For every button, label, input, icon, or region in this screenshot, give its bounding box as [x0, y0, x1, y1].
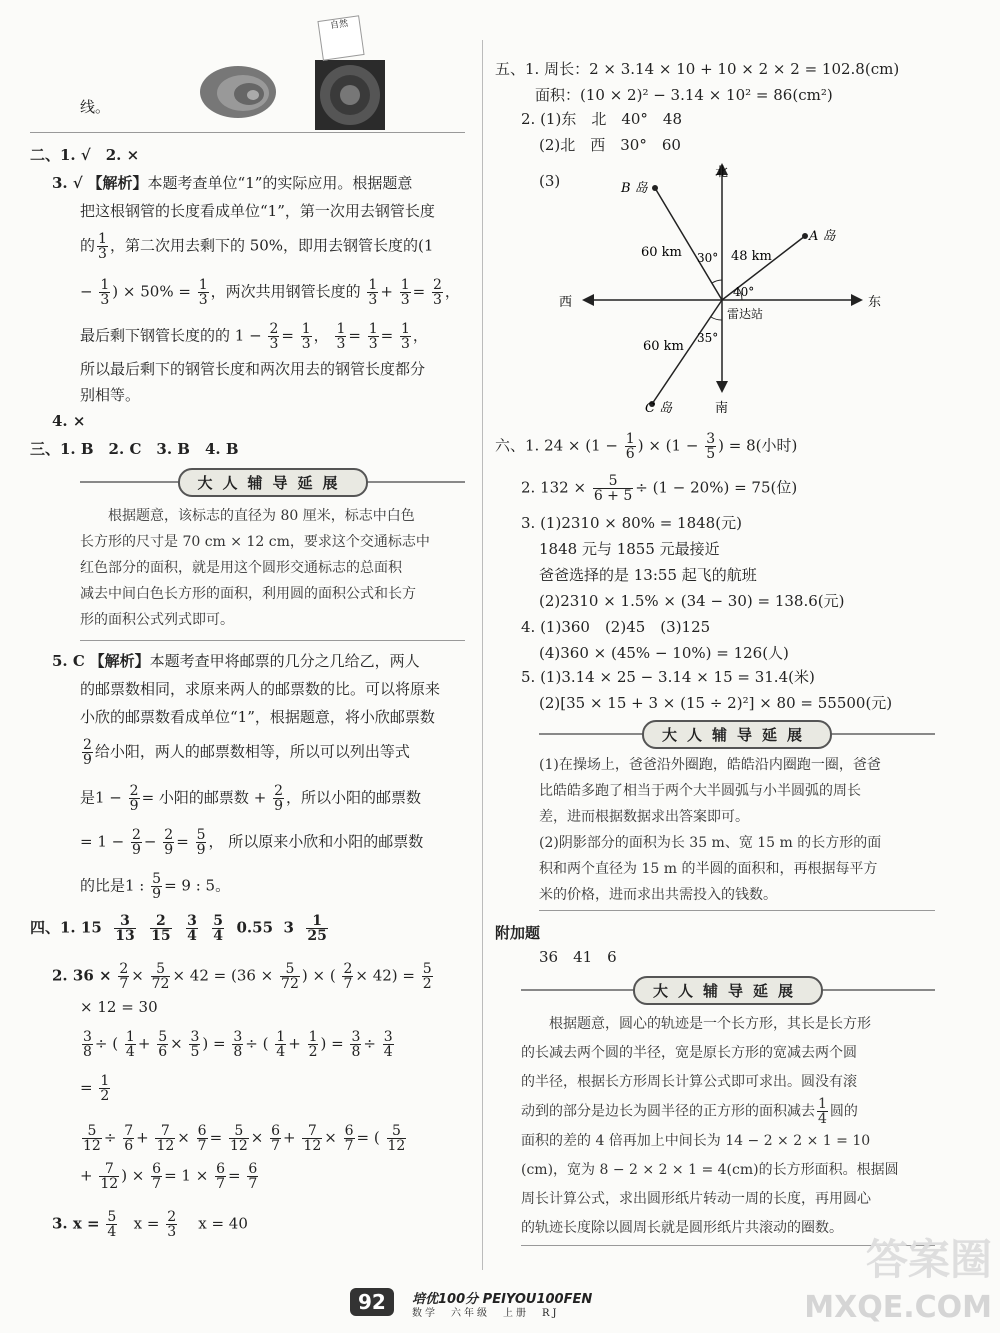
- s6-line1: 六、1. 24 × (1 − $\frac{1}{6}$ ) × (1 − $\frac{3}{5}$ ) = 8(小时): [495, 431, 798, 462]
- distance-c-label: 60 km: [643, 339, 684, 354]
- west-label: 西: [559, 295, 573, 310]
- s6-line4: 1848 元与 1855 元最接近: [539, 540, 720, 558]
- s2-q3-line3: 的 $\frac{1}{3}$ ，第二次用去剩下的 50%，即用去钢管长度的(1: [80, 231, 434, 262]
- page-footer: [350, 1288, 650, 1318]
- s2-q3-line4: − $\frac{1}{3}$ ) × 50% = $\frac{1}{3}$ ，两次共用钢管长度的 $\frac{1}{3}$ + $\frac{1}{3}$ = $\frac{2}{3}$ ，: [80, 277, 460, 308]
- divider: [80, 640, 465, 641]
- s4-q2-line6: + $\frac{7}{12}$ ) × $\frac{6}{7}$ = 1 × $\frac{6}{7}$ = $\frac{6}{7}$: [80, 1161, 258, 1192]
- s6-line7: 4. (1)360 (2)45 (3)125: [521, 618, 711, 636]
- b-island-label: B 岛: [621, 181, 648, 196]
- page-number: 92: [350, 1288, 394, 1316]
- ammonite-shell-image: [193, 60, 283, 122]
- s2-q3-line5: 最后剩下钢管长度的的 1 − $\frac{2}{3}$ = $\frac{1}{3}$ ， $\frac{1}{3}$ = $\frac{1}{3}$ = $\frac{1}{3}$ ，: [80, 321, 428, 352]
- note-3: 根据题意，圆心的轨迹是一个长方形，其长是长方形 的长减去两个圆的半径，宽是原长方形的宽减去两个圆 的半径，根据长方形周长计算公式即可求出。圆没有滚 动到的部分是边长为圆半径的正方形的面积减去 $\frac{1}{4}$ 圆的 面积的差的 4 倍再加上中间长为 14 − 2 × 2 × 1 = 10 (cm)，宽为 8 − 2 × 2 × 1 = 4(cm)的长方形面积。根据圆 周长计算公式，求出圆形纸片转动一周的长度，再用圆心 的轨迹长度除以圆周长就是圆形纸片共滚动的圈数。: [521, 1016, 899, 1236]
- section-2-heading: 二、1. √ 2. ×: [30, 146, 140, 164]
- section-4-line1: 四、1. 15 $\frac{3}{13}$ $\frac{2}{15}$ $\frac{3}{4}$ $\frac{5}{4}$ 0.55 3 $\frac{1}{25}$: [30, 913, 327, 944]
- q5-line6: = 1 − $\frac{2}{9}$ − $\frac{2}{9}$ = $\frac{5}{9}$ ， 所以原来小欣和小阳的邮票数: [80, 827, 424, 858]
- s2-q3-line6: 所以最后剩下的钢管长度和两次用去的钢管长度都分: [80, 360, 426, 378]
- angle-c-label: 35°: [697, 331, 719, 345]
- q5-line4: $\frac{2}{9}$ 给小阳，两人的邮票数相等，所以可以列出等式: [83, 737, 410, 768]
- banner-adult-guidance: 大人辅导延展: [521, 976, 935, 1004]
- s4-q2-line2: × 12 = 30: [80, 998, 158, 1016]
- banner-adult-guidance: 大人辅导延展: [80, 468, 465, 496]
- a-island-label: A 岛: [809, 229, 836, 244]
- section-3-heading: 三、1. B 2. C 3. B 4. B: [30, 440, 239, 458]
- s6-line2: 2. 132 × $\frac{5}{6 + 5}$ ÷ (1 − 20%) = 75(位): [521, 473, 798, 504]
- s4-q2-line4: = $\frac{1}{2}$: [80, 1073, 110, 1104]
- succulent-plant-image: [315, 60, 385, 130]
- note-2: (1)在操场上，爸爸沿外圈跑，皓皓沿内圈跑一圈，爸爸 比皓皓多跑了相当于两个大半圆弧与小半圆弧的周长 差，进而根据数据求出答案即可。 (2)阴影部分的面积为长 35 m、宽 15 m 的长方形的面 积和两个直径为 15 m 的半圆的面积和，再根据每平方 米的价格，进而求出共需投入的钱数。: [539, 757, 882, 903]
- station-label: 雷达站: [727, 307, 764, 321]
- s5-line5: (3): [539, 172, 561, 190]
- s4-q2-line1: 2. 36 × $\frac{2}{7}$ × $\frac{5}{72}$ × 42 = (36 × $\frac{5}{72}$ ) × ( $\frac{2}{7}$ × 42) = $\frac{5}{2}$: [52, 961, 432, 992]
- stamp-image: 自然: [317, 15, 364, 60]
- radar-direction-diagram: [555, 160, 935, 420]
- angle-a-label: 40°: [733, 285, 755, 299]
- s4-q2-line3: $\frac{3}{8}$ ÷ ( $\frac{1}{4}$ + $\frac{5}{6}$ × $\frac{3}{5}$ ) = $\frac{3}{8}$ ÷ ( $\frac{1}{4}$ + $\frac{1}{2}$ ) = $\frac{3}{8}$ ÷ $\frac{3}{4}$: [83, 1029, 393, 1060]
- watermark-logo: 答案圈: [865, 1235, 992, 1284]
- south-label: 南: [715, 401, 729, 416]
- s5-line1: 五、1. 周长：2 × 3.14 × 10 + 10 × 2 × 2 = 102.8(cm): [495, 60, 900, 78]
- note-1: 根据题意，该标志的直径为 80 厘米，标志中白色 长方形的尺寸是 70 cm × 12 cm，要求这个交通标志中 红色部分的面积，就是用这个圆形交通标志的总面积 减去中间白色长方形的面积，利用圆的面积公式和长方 形的面积公式列式即可。: [80, 508, 430, 628]
- q5-line1: 5. C 【解析】本题考查甲将邮票的几分之几给乙，两人: [52, 652, 420, 670]
- s5-line4: (2)北 西 30° 60: [539, 136, 681, 154]
- s2-q3-line7: 别相等。: [80, 386, 141, 404]
- extra-answer: 36 41 6: [539, 948, 617, 966]
- q5-line7: 的比是1 : $\frac{5}{9}$ = 9 : 5。: [80, 871, 231, 902]
- distance-a-label: 48 km: [731, 249, 772, 264]
- distance-b-label: 60 km: [641, 245, 682, 260]
- q5-line3: 小欣的邮票数看成单位“1”，根据题意，将小欣邮票数: [80, 708, 435, 726]
- q5-line2: 的邮票数相同，求原来两人的邮票数的比。可以将原来: [80, 680, 441, 698]
- s2-q3-line2: 把这根钢管的长度看成单位“1”，第一次用去钢管长度: [80, 202, 435, 220]
- angle-b-label: 30°: [697, 251, 719, 265]
- ray-b-island: [655, 188, 722, 300]
- s6-line3: 3. (1)2310 × 80% = 1848(元): [521, 514, 742, 532]
- extra-heading: 附加题: [495, 924, 541, 942]
- c-island-label: C 岛: [645, 401, 673, 416]
- watermark-url: MXQE.COM: [804, 1290, 992, 1325]
- banner-adult-guidance: 大人辅导延展: [539, 720, 935, 748]
- s4-q3: 3. x = $\frac{5}{4}$ x = $\frac{2}{3}$ x = 40: [52, 1209, 248, 1240]
- s6-line8: (4)360 × (45% − 10%) = 126(人): [539, 644, 789, 662]
- column-divider: [482, 40, 483, 1270]
- s4-q2-line5: $\frac{5}{12}$ ÷ $\frac{7}{6}$ + $\frac{7}{12}$ × $\frac{6}{7}$ = $\frac{5}{12}$ × $\frac{6}{7}$ + $\frac{7}{12}$ × $\frac{6}{7}$ = ( $\frac{5}{12}$: [83, 1123, 406, 1154]
- north-label: 北: [715, 165, 729, 180]
- book-info: 数学 六年级 上册 RJ: [412, 1308, 560, 1319]
- s6-line9: 5. (1)3.14 × 25 − 3.14 × 15 = 31.4(米): [521, 668, 815, 686]
- s6-line10: (2)[35 × 15 + 3 × (15 ÷ 2)²] × 80 = 55500(元): [539, 694, 893, 712]
- s5-line2: 面积：(10 × 2)² − 3.14 × 10² = 86(cm²): [535, 86, 833, 104]
- divider: [539, 910, 935, 911]
- s6-line6: (2)2310 × 1.5% × (34 − 30) = 138.6(元): [539, 592, 845, 610]
- line-end-text: 线。: [80, 98, 111, 116]
- brand-logo: 培优100分 PEIYOU100FEN: [412, 1292, 593, 1307]
- fraction: $\frac{1}{3}$: [98, 231, 107, 262]
- s5-line3: 2. (1)东 北 40° 48: [521, 110, 683, 128]
- q5-line5: 是1 − $\frac{2}{9}$ = 小阳的邮票数 + $\frac{2}{9}$ ，所以小阳的邮票数: [80, 783, 421, 814]
- s2-q3-line1: 3. √ 【解析】本题考查单位“1”的实际应用。根据题意: [52, 174, 413, 192]
- s2-q4: 4. ×: [52, 412, 86, 430]
- east-label: 东: [868, 295, 882, 310]
- divider: [30, 132, 465, 133]
- s6-line5: 爸爸选择的是 13:55 起飞的航班: [539, 566, 757, 584]
